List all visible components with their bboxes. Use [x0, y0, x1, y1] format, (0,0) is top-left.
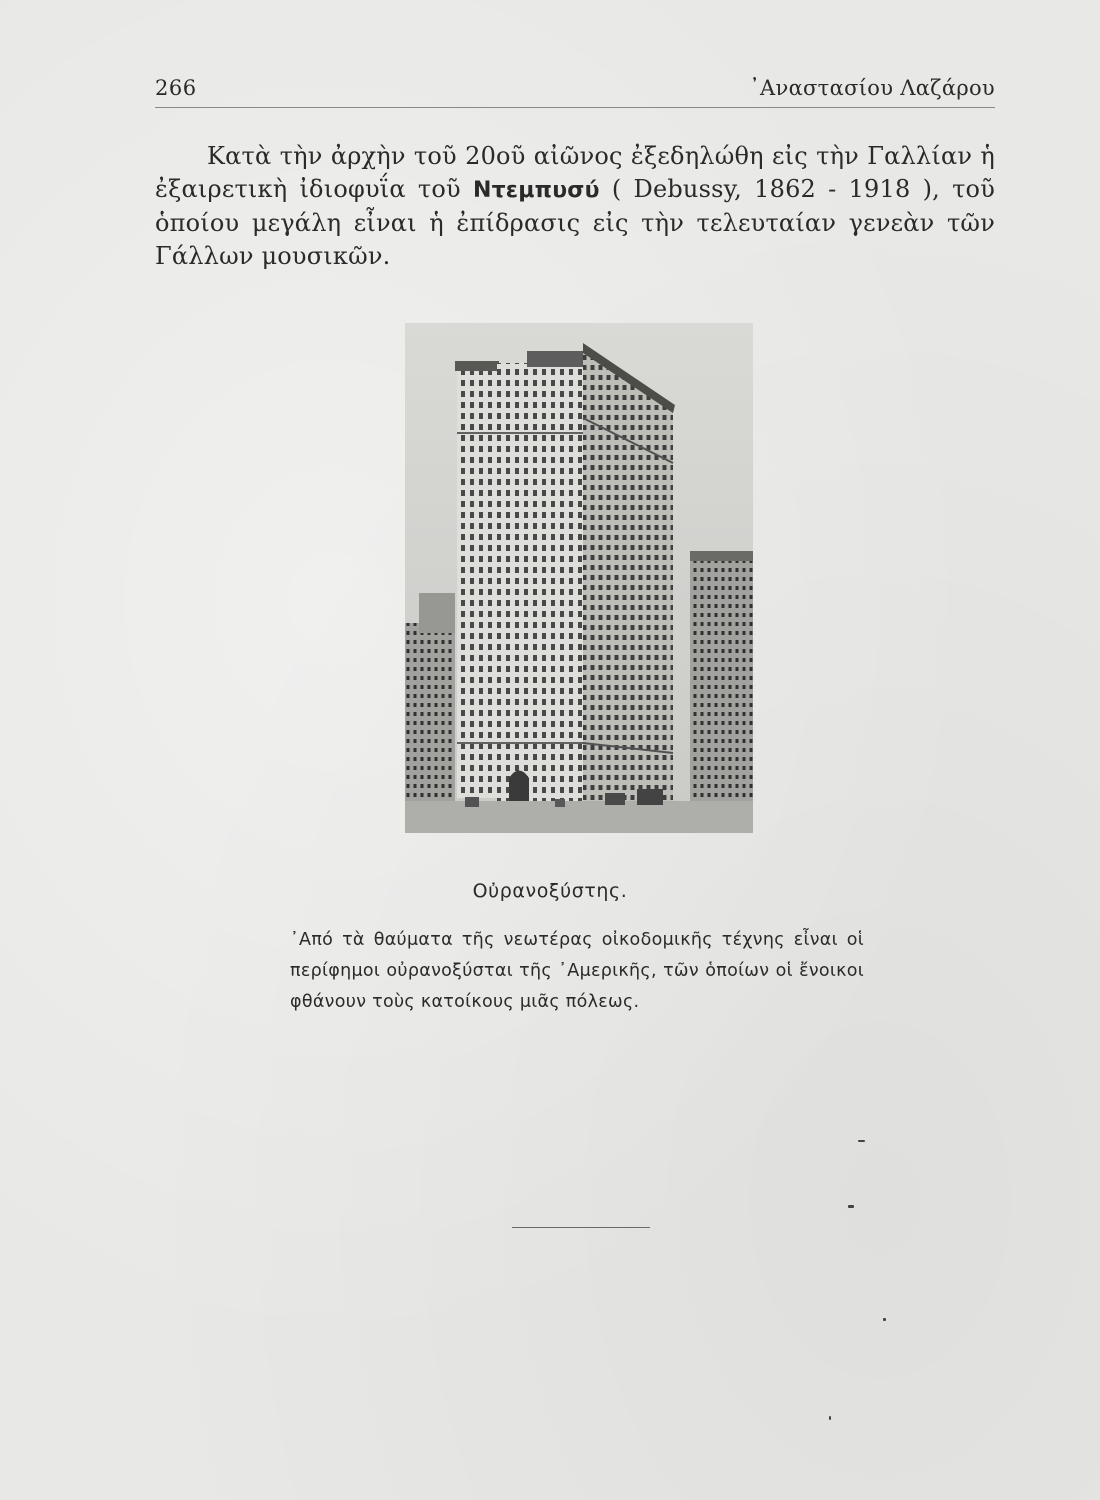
ink-speck	[848, 1205, 854, 1208]
ink-speck	[883, 1318, 886, 1321]
ink-speck	[829, 1416, 831, 1420]
composer-name: Ντεμπυσύ	[472, 178, 600, 203]
running-head: ᾿Αναστασίου Λαζάρου	[749, 76, 995, 100]
skyscraper-photo	[405, 323, 753, 833]
page-number: 266	[155, 76, 197, 100]
body-text-end: ( Debussy, 1862 - 1918 ), τοῦ ὁποίου μεγάλη εἶναι ἡ ἐπίδρασις εἰς τὴν τελευταίαν γενεὰν τῶν Γάλλων μουσικῶν.	[155, 175, 995, 270]
body-paragraph	[155, 140, 995, 273]
figure-caption-text: ᾿Από τὰ θαύματα τῆς νεωτέρας οἰκοδομικῆς τέχνης εἶναι οἱ περίφημοι οὐρανοξύσται τῆς ᾿Αμερικῆς, τῶν ὁποίων οἱ ἔνοικοι φθάνουν τοὺς κατοίκους μιᾶς πόλεως.	[290, 930, 864, 1012]
ink-speck	[858, 1140, 865, 1142]
page-header	[155, 72, 995, 106]
figure-caption-title: Οὐρανοξύστης.	[472, 880, 628, 902]
section-end-rule	[512, 1227, 650, 1228]
header-rule	[155, 107, 995, 108]
body-text-start: Κατὰ τὴν ἀρχὴν τοῦ 20οῦ αἰῶνος ἐξεδηλώθη εἰς τὴν Γαλλίαν ἡ ἐξαιρετικὴ ἰδιοφυΐα τοῦ	[155, 142, 995, 203]
